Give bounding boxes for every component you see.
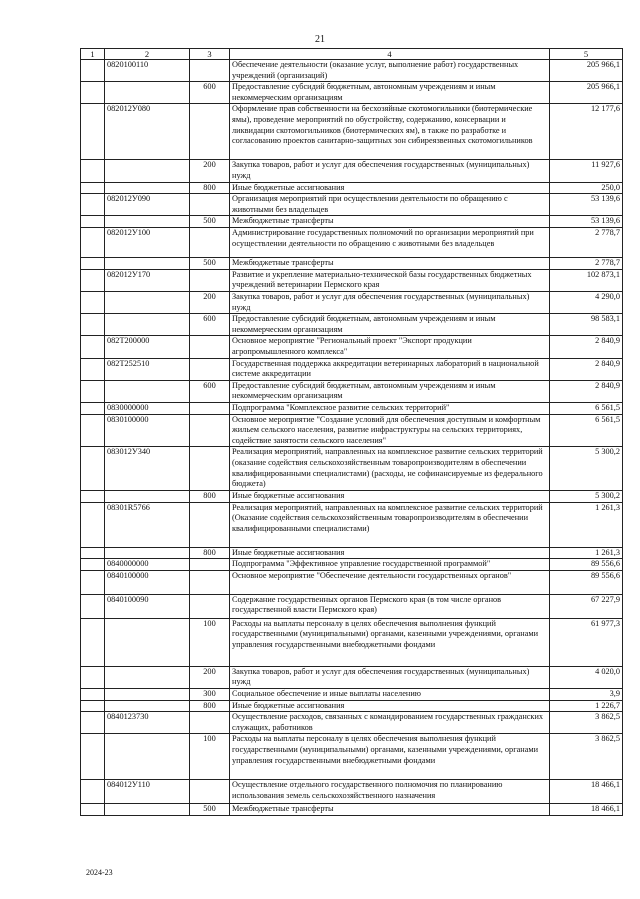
amount-cell: 2 840,9: [550, 358, 623, 380]
row-num-cell: [81, 666, 105, 688]
table-row: [81, 194, 623, 216]
code-cell: 0840100090: [105, 594, 190, 618]
description-cell: Межбюджетные трансферты: [230, 258, 550, 270]
table-row: [81, 447, 623, 490]
code-cell: [105, 82, 190, 104]
amount-cell: 1 261,3: [550, 547, 623, 559]
expense-type-cell: [190, 447, 230, 490]
header-col-5: 5: [550, 49, 623, 60]
budget-table: [80, 48, 623, 816]
expense-type-cell: 300: [190, 688, 230, 700]
description-cell: Осуществление расходов, связанных с командированием государственных гражданских служащих, работников: [230, 712, 550, 734]
expense-type-cell: [190, 104, 230, 160]
description-cell: Организация мероприятий при осуществлении деятельности по обращению с животными без владельцев: [230, 194, 550, 216]
description-cell: Закупка товаров, работ и услуг для обеспечения государственных (муниципальных) нужд: [230, 291, 550, 313]
description-cell: Предоставление субсидий бюджетным, автономным учреждениям и иным некоммерческим организациям: [230, 82, 550, 104]
amount-cell: 2 840,9: [550, 380, 623, 402]
row-num-cell: [81, 228, 105, 258]
row-num-cell: [81, 780, 105, 804]
expense-type-cell: [190, 780, 230, 804]
description-cell: Основное мероприятие "Создание условий для обеспечения доступным и комфортным жильем сельского населения, развитие инфраструктуры на сельских территориях, содействие занятости сельского населения": [230, 414, 550, 447]
code-cell: 0830100000: [105, 414, 190, 447]
row-num-cell: [81, 380, 105, 402]
code-cell: 082012У170: [105, 269, 190, 291]
code-cell: [105, 160, 190, 182]
description-cell: Подпрограмма "Эффективное управление государственной программой": [230, 559, 550, 571]
row-num-cell: [81, 269, 105, 291]
table-row: [81, 547, 623, 559]
row-num-cell: [81, 60, 105, 82]
expense-type-cell: [190, 228, 230, 258]
table-row: [81, 182, 623, 194]
table-row: [81, 618, 623, 666]
description-cell: Содержание государственных органов Пермского края (в том числе органов государственной власти Пермского края): [230, 594, 550, 618]
amount-cell: 4 020,0: [550, 666, 623, 688]
amount-cell: 3,9: [550, 688, 623, 700]
table-row: [81, 688, 623, 700]
description-cell: Подпрограмма "Комплексное развитие сельских территорий": [230, 403, 550, 415]
expense-type-cell: 200: [190, 291, 230, 313]
row-num-cell: [81, 160, 105, 182]
amount-cell: 67 227,9: [550, 594, 623, 618]
expense-type-cell: [190, 414, 230, 447]
table-row: [81, 666, 623, 688]
description-cell: Основное мероприятие "Региональный проект "Экспорт продукции агропромышленного комплекса": [230, 336, 550, 358]
table-row: [81, 216, 623, 228]
code-cell: 082012У100: [105, 228, 190, 258]
code-cell: [105, 700, 190, 712]
expense-type-cell: 200: [190, 160, 230, 182]
amount-cell: 2 778,7: [550, 258, 623, 270]
header-col-3: 3: [190, 49, 230, 60]
description-cell: Реализация мероприятий, направленных на комплексное развитие сельских территорий (Оказание содействия сельскохозяйственным товаропроизводителям в обеспечении квалифицированными специалистами): [230, 502, 550, 547]
description-cell: Межбюджетные трансферты: [230, 804, 550, 816]
table-row: [81, 336, 623, 358]
code-cell: [105, 547, 190, 559]
amount-cell: 98 583,1: [550, 314, 623, 336]
amount-cell: 3 862,5: [550, 712, 623, 734]
expense-type-cell: 500: [190, 804, 230, 816]
amount-cell: 4 290,0: [550, 291, 623, 313]
amount-cell: 1 226,7: [550, 700, 623, 712]
table-row: [81, 258, 623, 270]
code-cell: [105, 804, 190, 816]
expense-type-cell: [190, 594, 230, 618]
description-cell: Иные бюджетные ассигнования: [230, 700, 550, 712]
row-num-cell: [81, 216, 105, 228]
row-num-cell: [81, 688, 105, 700]
row-num-cell: [81, 403, 105, 415]
expense-type-cell: 200: [190, 666, 230, 688]
code-cell: 082012У090: [105, 194, 190, 216]
table-row: [81, 502, 623, 547]
row-num-cell: [81, 291, 105, 313]
description-cell: Обеспечение деятельности (оказание услуг, выполнение работ) государственных учреждений (организаций): [230, 60, 550, 82]
header-col-2: 2: [105, 49, 190, 60]
code-cell: [105, 380, 190, 402]
table-row: [81, 700, 623, 712]
amount-cell: 205 966,1: [550, 60, 623, 82]
description-cell: Расходы на выплаты персоналу в целях обеспечения выполнения функций государственными (муниципальными) органами, казенными учреждениями, органами управления государственными внебюджетными фондами: [230, 734, 550, 780]
amount-cell: 6 561,5: [550, 414, 623, 447]
description-cell: Основное мероприятие "Обеспечение деятельности государственных органов": [230, 570, 550, 594]
amount-cell: 18 466,1: [550, 780, 623, 804]
description-cell: Расходы на выплаты персоналу в целях обеспечения выполнения функций государственными (муниципальными) органами, казенными учреждениями, органами управления государственными внебюджетными фондами: [230, 618, 550, 666]
table-row: [81, 60, 623, 82]
table-row: [81, 559, 623, 571]
code-cell: 0840000000: [105, 559, 190, 571]
row-num-cell: [81, 559, 105, 571]
code-cell: [105, 291, 190, 313]
description-cell: Осуществление отдельного государственного полномочия по планированию использования земель сельскохозяйственного назначения: [230, 780, 550, 804]
row-num-cell: [81, 104, 105, 160]
code-cell: 082012У080: [105, 104, 190, 160]
description-cell: Предоставление субсидий бюджетным, автономным учреждениям и иным некоммерческим организациям: [230, 314, 550, 336]
footer-code: 2024-23: [86, 868, 113, 877]
description-cell: Иные бюджетные ассигнования: [230, 547, 550, 559]
table-body: [81, 60, 623, 816]
expense-type-cell: [190, 269, 230, 291]
amount-cell: 89 556,6: [550, 570, 623, 594]
amount-cell: 61 977,3: [550, 618, 623, 666]
table-row: [81, 734, 623, 780]
amount-cell: 3 862,5: [550, 734, 623, 780]
table-row: [81, 269, 623, 291]
code-cell: [105, 734, 190, 780]
description-cell: Иные бюджетные ассигнования: [230, 490, 550, 502]
row-num-cell: [81, 490, 105, 502]
table-row: [81, 780, 623, 804]
code-cell: 084012У110: [105, 780, 190, 804]
row-num-cell: [81, 414, 105, 447]
table-row: [81, 594, 623, 618]
expense-type-cell: [190, 403, 230, 415]
expense-type-cell: 100: [190, 618, 230, 666]
description-cell: Развитие и укрепление материально-технической базы государственных бюджетных учреждений ветеринарии Пермского края: [230, 269, 550, 291]
code-cell: 082Т252510: [105, 358, 190, 380]
row-num-cell: [81, 194, 105, 216]
amount-cell: 250,0: [550, 182, 623, 194]
table-row: [81, 104, 623, 160]
description-cell: Закупка товаров, работ и услуг для обеспечения государственных (муниципальных) нужд: [230, 160, 550, 182]
expense-type-cell: [190, 559, 230, 571]
table-row: [81, 403, 623, 415]
expense-type-cell: 800: [190, 700, 230, 712]
row-num-cell: [81, 734, 105, 780]
code-cell: 083012У340: [105, 447, 190, 490]
row-num-cell: [81, 358, 105, 380]
amount-cell: 5 300,2: [550, 447, 623, 490]
expense-type-cell: [190, 570, 230, 594]
header-col-1: 1: [81, 49, 105, 60]
table-row: [81, 380, 623, 402]
code-cell: [105, 216, 190, 228]
expense-type-cell: [190, 60, 230, 82]
expense-type-cell: [190, 502, 230, 547]
expense-type-cell: 800: [190, 490, 230, 502]
table-row: [81, 712, 623, 734]
description-cell: Иные бюджетные ассигнования: [230, 182, 550, 194]
table-row: [81, 804, 623, 816]
row-num-cell: [81, 712, 105, 734]
expense-type-cell: 800: [190, 547, 230, 559]
description-cell: Предоставление субсидий бюджетным, автономным учреждениям и иным некоммерческим организациям: [230, 380, 550, 402]
expense-type-cell: 600: [190, 82, 230, 104]
code-cell: 082Т200000: [105, 336, 190, 358]
expense-type-cell: [190, 194, 230, 216]
row-num-cell: [81, 547, 105, 559]
row-num-cell: [81, 570, 105, 594]
table-row: [81, 358, 623, 380]
expense-type-cell: 600: [190, 380, 230, 402]
amount-cell: 11 927,6: [550, 160, 623, 182]
description-cell: Межбюджетные трансферты: [230, 216, 550, 228]
expense-type-cell: 500: [190, 258, 230, 270]
amount-cell: 89 556,6: [550, 559, 623, 571]
amount-cell: 102 873,1: [550, 269, 623, 291]
description-cell: Социальное обеспечение и иные выплаты населению: [230, 688, 550, 700]
expense-type-cell: 100: [190, 734, 230, 780]
header-col-4: 4: [230, 49, 550, 60]
description-cell: Государственная поддержка аккредитации ветеринарных лабораторий в национальной системе аккредитации: [230, 358, 550, 380]
code-cell: 0830000000: [105, 403, 190, 415]
expense-type-cell: [190, 336, 230, 358]
expense-type-cell: 500: [190, 216, 230, 228]
amount-cell: 12 177,6: [550, 104, 623, 160]
description-cell: Реализация мероприятий, направленных на комплексное развитие сельских территорий (оказание содействия сельскохозяйственным товаропроизводителям в обеспечении квалифицированными специалистами) (расходы, не софинансируемые из федерального бюджета): [230, 447, 550, 490]
description-cell: Оформление прав собственности на бесхозяйные скотомогильники (биотермические ямы), проведение мероприятий по обустройству, содержанию, консервации и ликвидации скотомогильников (биотермических ям), в также по разработке и согласованию проектов санитарно-защитных зон сибиреязвенных скотомогильников: [230, 104, 550, 160]
code-cell: [105, 258, 190, 270]
code-cell: [105, 182, 190, 194]
code-cell: [105, 490, 190, 502]
code-cell: 0840123730: [105, 712, 190, 734]
code-cell: [105, 688, 190, 700]
amount-cell: 53 139,6: [550, 216, 623, 228]
table-row: [81, 82, 623, 104]
expense-type-cell: [190, 358, 230, 380]
amount-cell: 1 261,3: [550, 502, 623, 547]
code-cell: [105, 618, 190, 666]
row-num-cell: [81, 336, 105, 358]
expense-type-cell: 800: [190, 182, 230, 194]
row-num-cell: [81, 804, 105, 816]
amount-cell: 205 966,1: [550, 82, 623, 104]
row-num-cell: [81, 258, 105, 270]
table-row: [81, 414, 623, 447]
table-row: [81, 160, 623, 182]
row-num-cell: [81, 618, 105, 666]
row-num-cell: [81, 700, 105, 712]
row-num-cell: [81, 82, 105, 104]
amount-cell: 2 778,7: [550, 228, 623, 258]
row-num-cell: [81, 314, 105, 336]
table-row: [81, 490, 623, 502]
code-cell: 08301R5766: [105, 502, 190, 547]
code-cell: [105, 314, 190, 336]
amount-cell: 6 561,5: [550, 403, 623, 415]
expense-type-cell: 600: [190, 314, 230, 336]
page-number: 21: [315, 34, 325, 45]
amount-cell: 53 139,6: [550, 194, 623, 216]
table-header-row: [81, 49, 623, 60]
expense-type-cell: [190, 712, 230, 734]
row-num-cell: [81, 594, 105, 618]
code-cell: 0840100000: [105, 570, 190, 594]
code-cell: [105, 666, 190, 688]
code-cell: 0820100110: [105, 60, 190, 82]
table-row: [81, 570, 623, 594]
description-cell: Закупка товаров, работ и услуг для обеспечения государственных (муниципальных) нужд: [230, 666, 550, 688]
amount-cell: 5 300,2: [550, 490, 623, 502]
row-num-cell: [81, 502, 105, 547]
row-num-cell: [81, 447, 105, 490]
description-cell: Администрирование государственных полномочий по организации мероприятий при осуществлении деятельности по обращению с животными без владельцев: [230, 228, 550, 258]
table-row: [81, 314, 623, 336]
amount-cell: 18 466,1: [550, 804, 623, 816]
table-row: [81, 228, 623, 258]
row-num-cell: [81, 182, 105, 194]
amount-cell: 2 840,9: [550, 336, 623, 358]
table-row: [81, 291, 623, 313]
